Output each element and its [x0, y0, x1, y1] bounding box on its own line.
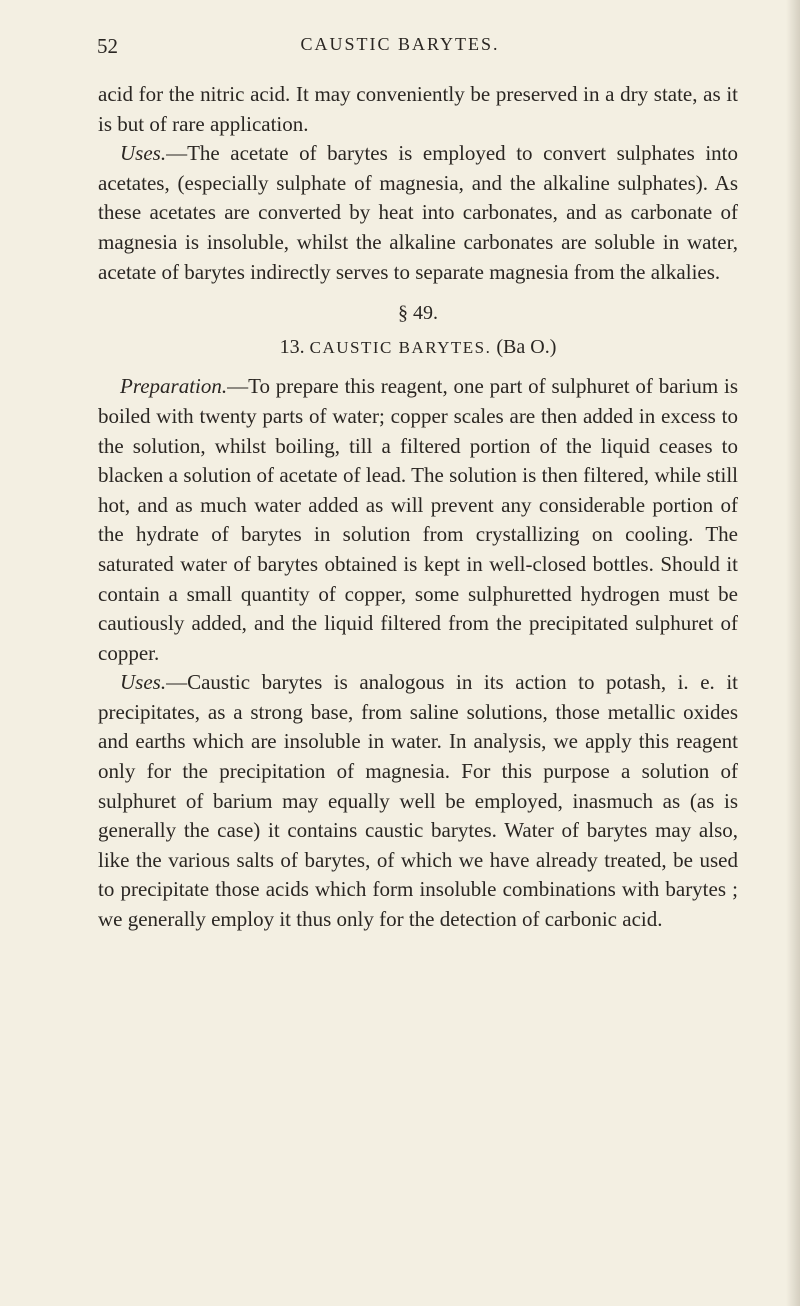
paragraph-text: —Caustic barytes is analogous in its action to potash, i. e. it precipitates, as a strong base, from saline solutions, those metallic oxides and earths which are insoluble in water. In analysis, we apply this reagent only for the precipitation of magnesia. For this purpose a solution of sulphuret of barium may equally well be employed, inasmuch as (as is generally the case) it contains caustic barytes. Water of barytes may also, like the various salts of barytes, of which we have already treated, be used to precipitate those acids which form insoluble combinations with barytes ; we generally employ it thus only for the detection of carbonic acid.: [98, 670, 738, 932]
paragraph-label: Preparation.: [120, 374, 228, 399]
section-title: [98, 333, 738, 363]
running-title: CAUSTIC BARYTES.: [300, 34, 500, 54]
page-body: [98, 80, 738, 935]
page-edge-shadow: [786, 0, 800, 1306]
paragraph-text: —To prepare this reagent, one part of sulphuret of barium is boiled with twenty parts of water; copper scales are then added in excess to the solution, whilst boiling, till a filtered portion of the liquid ceases to blacken a solution of acetate of lead. The solution is then filtered, while still hot, and as much water added as will prevent any considerable portion of the hydrate of barytes in solution from crystallizing on cooling. The saturated water of barytes obtained is kept in well-closed bottles. Should it contain a small quantity of copper, some sulphuretted hydrogen must be cautiously added, and the liquid filtered from the precipitated sulphuret of copper.: [98, 374, 738, 665]
paragraph-label: Uses.: [120, 670, 167, 695]
page-header: [0, 30, 800, 64]
section-mark: § 49.: [398, 302, 438, 325]
section-formula: (Ba O.): [496, 335, 557, 358]
page-number: 52: [97, 34, 118, 58]
paragraph-continuation: acid for the nitric acid. It may conveniently be preserved in a dry state, as it is but of rare application.: [98, 82, 738, 136]
paragraph-label: Uses.: [120, 141, 167, 166]
paragraph-uses-caustic: [98, 668, 738, 934]
paragraph-preparation: [98, 372, 738, 668]
section-number: 13.: [279, 335, 305, 358]
paragraph-uses-acetate: [98, 139, 738, 287]
section-name: CAUSTIC BARYTES.: [309, 337, 492, 357]
paragraph-text: —The acetate of barytes is employed to convert sulphates into acetates, (especially sulphate of magnesia, and the alkaline sulphates). As these acetates are converted by heat into carbonates, and as carbonate of magnesia is insoluble, whilst the alkaline carbonates are soluble in water, acetate of barytes indirectly serves to separate magnesia from the alkalies.: [98, 141, 738, 284]
